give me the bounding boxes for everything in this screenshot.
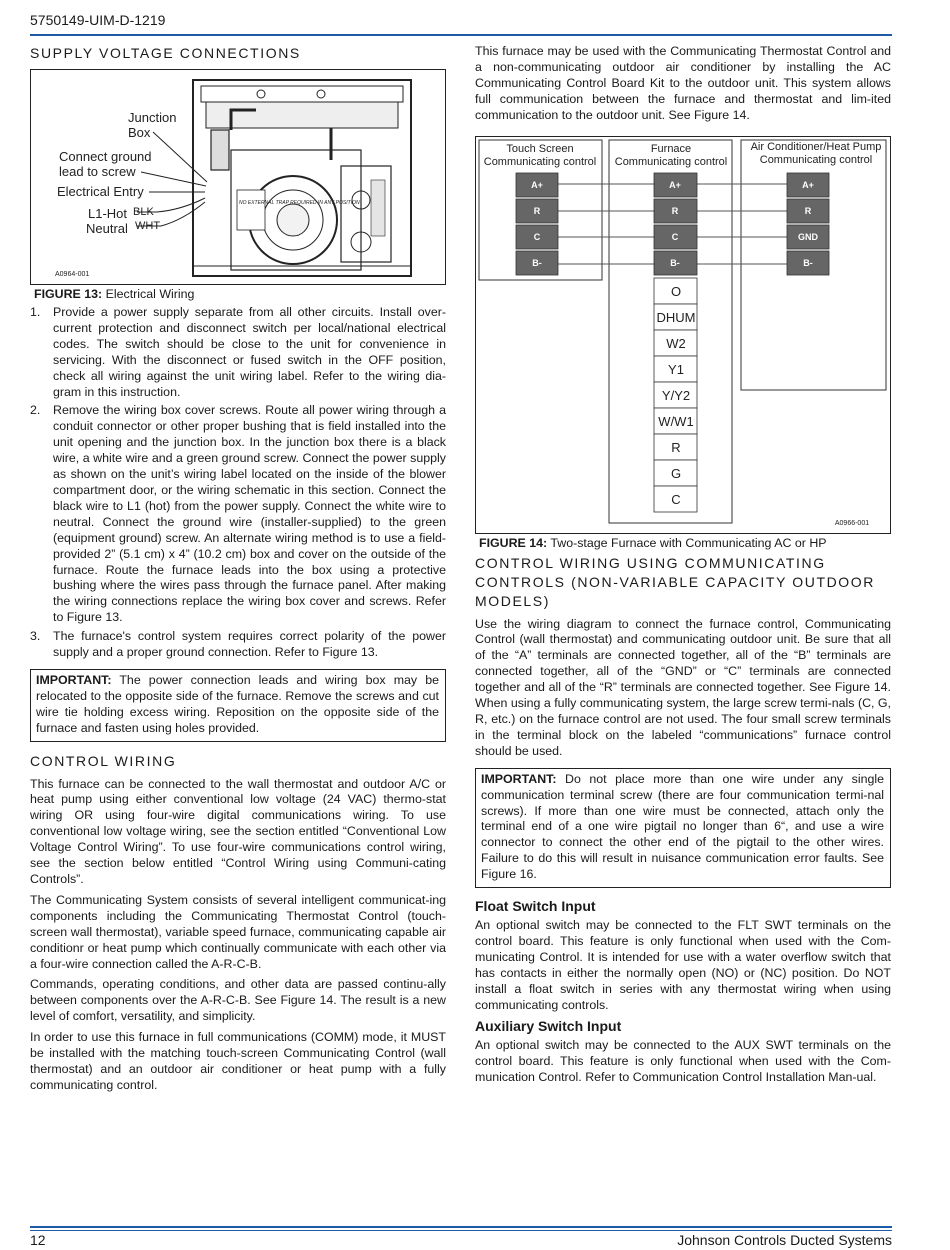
list-item — [30, 629, 446, 661]
step-number: 2. — [30, 403, 41, 418]
control-wiring-paragraph: In order to use this furnace in full communications (COMM) mode, it MUST be installed with the matching touch-screen Communicating Control (wall thermostat) and an outdoor air conditioner or heat pump with a fully communicating control. — [30, 1030, 446, 1092]
blk-wire-label: BLK — [133, 206, 154, 218]
auxiliary-switch-heading: Auxiliary Switch Input — [475, 1018, 622, 1035]
furnace-title-1: Furnace — [650, 142, 692, 155]
thermostat-title-2: Communicating control — [483, 155, 597, 168]
thermostat-terminal: C — [533, 231, 541, 242]
furnace-title-2: Communicating control — [614, 155, 728, 168]
step-text: Provide a power supply separate from all other circuits. Install over-current protection and disconnect switch per local/national electrical codes. The switch should be close to the unit for convenience in servicing. With the disconnect or fused switch in the OFF position, check all wiring against the unit wiring label. Refer to the wiring dia-gram in this instruction. — [53, 305, 446, 399]
furnace-terminal: R — [671, 205, 679, 216]
junction-box-label-2: Box — [128, 125, 151, 140]
intro-paragraph: This furnace may be used with the Communicating Thermostat Control and a non-communicating outdoor air conditioner by installing the AC Communicating Control Board Kit to the outdoor unit. This system allows full communication between the furnace and thermostat and lim-ited communication to the outdoor unit. See Figure 14. — [475, 44, 891, 122]
furnace-wiring-illustration — [31, 70, 445, 284]
low-voltage-terminal: Y/Y2 — [661, 387, 691, 403]
float-switch-paragraph: An optional switch may be connected to the FLT SWT terminals on the control board. This feature is only functional when used with the Com-municating Control. It is intended for use with a water overflow switch that has contacts in either the normally open (NO) or (NC) position. Do NOT install a float switch in series with any thermostat wiring when using communicating controls. — [475, 918, 891, 1012]
step-text: Remove the wiring box cover screws. Route all power wiring through a conduit connector or other proper bushing that is field installed into the unit opening and the junction box. In the junction box there is a black wire, a white wire and a green ground screw. Connect the power supply as shown on the unit’s wiring label located on the inside of the blower compartment door, or the wiring schematic in this section. Connect the black wire to L1 (hot) from the power supply. Connect the white wire to neutral. Connect the ground wire (installer-supplied) to the green (equipment ground) screw. An alternate wiring method is to use a field-provided 2” (5.1 cm) x 4” (10.2 cm) box and cover on the outside of the furnace. Route the furnace leads into the box using a protective bushing where the wires pass through the furnace panel. After making the wiring connections replace the wiring box cover and screws. Refer to Figure 13. — [53, 403, 446, 625]
step-text: The furnace's control system requires correct polarity of the power supply and a proper ground connection. Refer to Figure 13. — [53, 629, 446, 660]
no-trap-warning-label: NO EXTERNAL TRAP REQUIRED IN ANY POSITION — [239, 200, 360, 206]
important-note-terminal — [475, 768, 891, 888]
outdoor-title-2: Communicating control — [759, 153, 873, 166]
outdoor-terminal: B- — [803, 257, 813, 268]
important-label: IMPORTANT: — [481, 771, 557, 786]
communicating-controls-heading: CONTROL WIRING USING COMMUNICATING CONTROLS (NON-VARIABLE CAPACITY OUTDOOR MODELS) — [475, 554, 875, 609]
low-voltage-terminal: DHUM — [656, 309, 696, 325]
junction-box-label-1: Junction — [128, 110, 177, 125]
outdoor-terminal: R — [804, 205, 812, 216]
connect-ground-label-1: Connect ground — [59, 149, 152, 164]
header-rule — [30, 34, 892, 36]
control-wiring-paragraph: The Communicating System consists of several intelligent communicat-ing components including the Communicating Thermostat Control (touch-screen wall thermostat), variable speed furnace, communicating capable air conditionr or heat pump which continually communicate with each other via a four-wire connection called the A-R-C-B. — [30, 892, 446, 971]
connect-ground-label-2: lead to screw — [59, 164, 136, 179]
low-voltage-terminal: W2 — [666, 335, 686, 351]
figure-13-label: FIGURE 13: — [34, 287, 103, 301]
thermostat-title-1: Touch Screen — [506, 142, 574, 155]
list-item — [30, 305, 446, 400]
figure-14-label: FIGURE 14: — [479, 535, 548, 550]
control-wiring-paragraph: Commands, operating conditions, and other data are passed continu-ally between components over the A-R-C-B. See Figure 14. The result is a new level of comfort, versatility, and simplicity. — [30, 977, 446, 1024]
important-text: Do not place more than one wire under any single communication terminal screw (there are four communication termi-nal screws). If more than one wire must be connected, attach only the terminal end of a one wire pigtail no longer than 6“, and use a wire connector to connect the other end of the pigtail to the other wires. Failure to do this will result in nuisance communication error faults. See Figure 16. — [481, 771, 884, 882]
low-voltage-terminal: G — [670, 465, 682, 481]
right-column — [475, 44, 891, 1091]
figure-14-caption — [479, 536, 891, 550]
furnace-terminal: B- — [670, 257, 680, 268]
footer-rule-thin — [30, 1230, 892, 1231]
furnace-terminal: C — [671, 231, 679, 242]
communicating-wiring-diagram — [476, 137, 890, 533]
neutral-label: Neutral — [86, 221, 128, 236]
control-wiring-paragraph: This furnace can be connected to the wall thermostat and outdoor A/C or heat pump using either conventional low voltage (24 VAC) thermo-stat wiring OR using four-wire digital communications wiring. To use conventional low voltage wiring, see the section entitled “Conventional Low Voltage Control Wiring”. To use four-wire communications control wiring, see the section below entitled “Control Wiring using Communi-cating Controls”. — [30, 776, 446, 886]
thermostat-terminal: R — [533, 205, 541, 216]
low-voltage-terminal: Y1 — [668, 361, 684, 377]
page-number: 12 — [30, 1232, 46, 1248]
figure-13-caption — [34, 287, 446, 301]
figure-14-title: Two-stage Furnace with Communicating AC or HP — [547, 535, 827, 550]
figure-14-wiring-diagram — [475, 136, 891, 534]
l1-hot-label: L1-Hot — [88, 206, 128, 221]
furnace-terminal: A+ — [669, 179, 681, 190]
control-wiring-heading: CONTROL WIRING — [30, 752, 177, 769]
thermostat-terminal: A+ — [531, 179, 543, 190]
important-text: The power connection leads and wiring box may be relocated to the opposite side of the furnace. Remove the screws and cut wire tie holding excess wiring. Reposition on the opposite side of the furnace and fasten using holes provided. — [36, 672, 439, 735]
outdoor-terminal: GND — [798, 231, 818, 242]
list-item — [30, 403, 446, 626]
figure-13-code: A0964-001 — [55, 271, 90, 278]
outdoor-terminal: A+ — [802, 179, 814, 190]
low-voltage-terminal: C — [671, 491, 681, 507]
important-label: IMPORTANT: — [36, 672, 112, 687]
low-voltage-terminal: R — [671, 439, 681, 455]
outdoor-title-1: Air Conditioner/Heat Pump — [750, 140, 882, 153]
supply-voltage-heading: SUPPLY VOLTAGE CONNECTIONS — [30, 45, 301, 61]
electrical-entry-label: Electrical Entry — [57, 184, 144, 199]
important-note-power — [30, 669, 446, 742]
supply-steps-list — [30, 305, 446, 661]
figure-13-title: Electrical Wiring — [102, 287, 195, 301]
low-voltage-terminal: O — [670, 283, 682, 299]
figure-14-code: A0966-001 — [834, 519, 870, 527]
low-voltage-terminal: W/W1 — [658, 413, 694, 429]
communicating-controls-paragraph: Use the wiring diagram to connect the furnace control, Communicating Control (wall thermostat) and communicating outdoor unit. Be sure that all of the “A” terminals are connected together, all of the “B” terminals are connected together, all of the “GND” or “C” terminals are connected together and all of the “R” terminals are connected together. See Figure 14. When using a fully communicating system, the large screw termi-nals (C, G, R, etc.) on the furnace control are not used. The four small screw terminals in the terminal block on the labeled “communications” furnace control should be used. — [475, 616, 891, 758]
left-column — [30, 44, 446, 1099]
step-number: 1. — [30, 305, 41, 319]
document-id: 5750149-UIM-D-1219 — [30, 12, 166, 28]
auxiliary-switch-paragraph: An optional switch may be connected to the AUX SWT terminals on the control board. This feature is only functional when used with the Com-munication Control. Refer to Communication Control Installation Man-ual. — [475, 1038, 891, 1085]
step-number: 3. — [30, 629, 41, 644]
footer-rule — [30, 1226, 892, 1228]
footer-brand: Johnson Controls Ducted Systems — [677, 1232, 892, 1248]
thermostat-terminal: B- — [532, 257, 542, 268]
figure-13-electrical-wiring — [30, 69, 446, 285]
wht-wire-label: WHT — [135, 220, 161, 232]
float-switch-heading: Float Switch Input — [475, 898, 596, 915]
